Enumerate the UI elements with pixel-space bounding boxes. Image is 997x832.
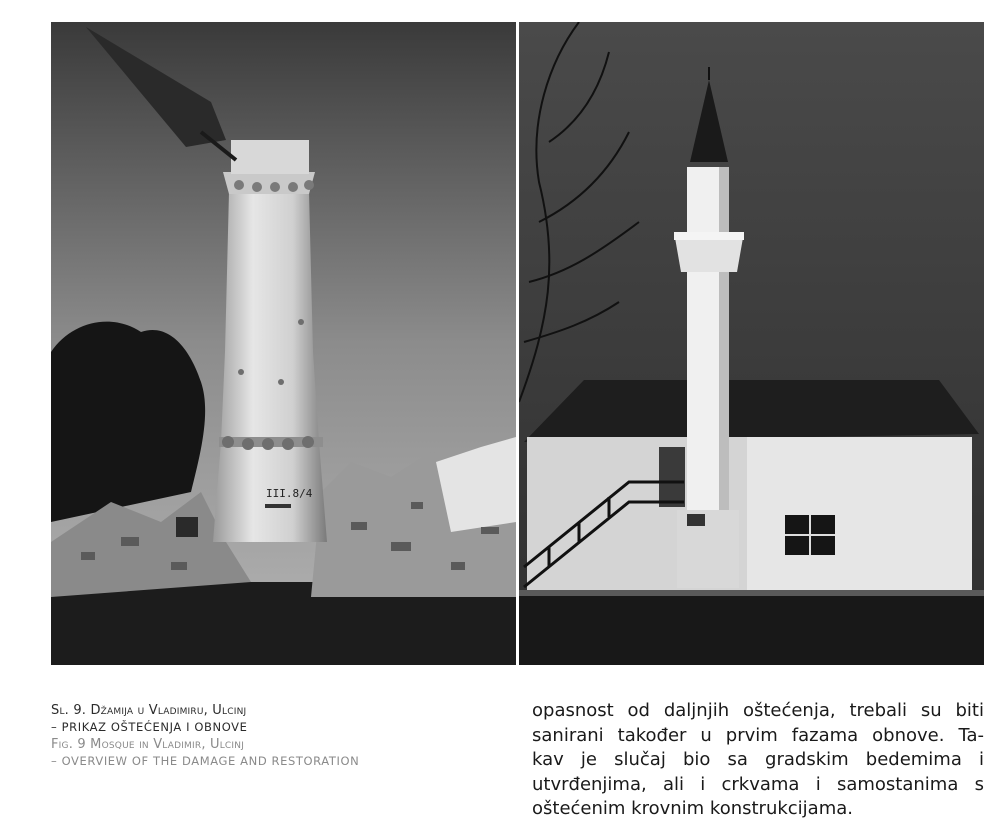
photo-restored-mosque xyxy=(519,22,984,665)
body-line-4: utvrđenjima, ali i crkvama i samostanima s xyxy=(532,773,984,795)
damaged-minaret-image xyxy=(51,22,516,665)
caption-sr-title: Sl. 9. Džamija u Vladimiru, Ulcinj xyxy=(51,703,247,718)
body-line-1: opasnost od daljnjih oštećenja, trebali su biti xyxy=(532,700,984,721)
minaret-inscription: III.8/4 xyxy=(266,487,313,500)
caption-en-subtitle: – OVERVIEW OF THE DAMAGE AND RESTORATION xyxy=(51,754,360,768)
body-paragraph xyxy=(532,699,984,822)
caption-en-title: Fig. 9 Mosque in Vladimir, Ulcinj xyxy=(51,737,245,752)
body-line-3: kav je slučaj bio sa gradskim bedemima i xyxy=(532,749,984,770)
restored-mosque-image xyxy=(519,22,984,665)
body-line-5: oštećenim krovnim konstrukcijama. xyxy=(532,798,854,819)
caption-sr-subtitle: – PRIKAZ OŠTEĆENJA I OBNOVE xyxy=(51,720,248,734)
body-line-2: sanirani također u prvim fazama obnove. Ta- xyxy=(532,724,984,746)
figure-caption xyxy=(51,702,471,770)
photo-damaged-minaret xyxy=(51,22,516,665)
